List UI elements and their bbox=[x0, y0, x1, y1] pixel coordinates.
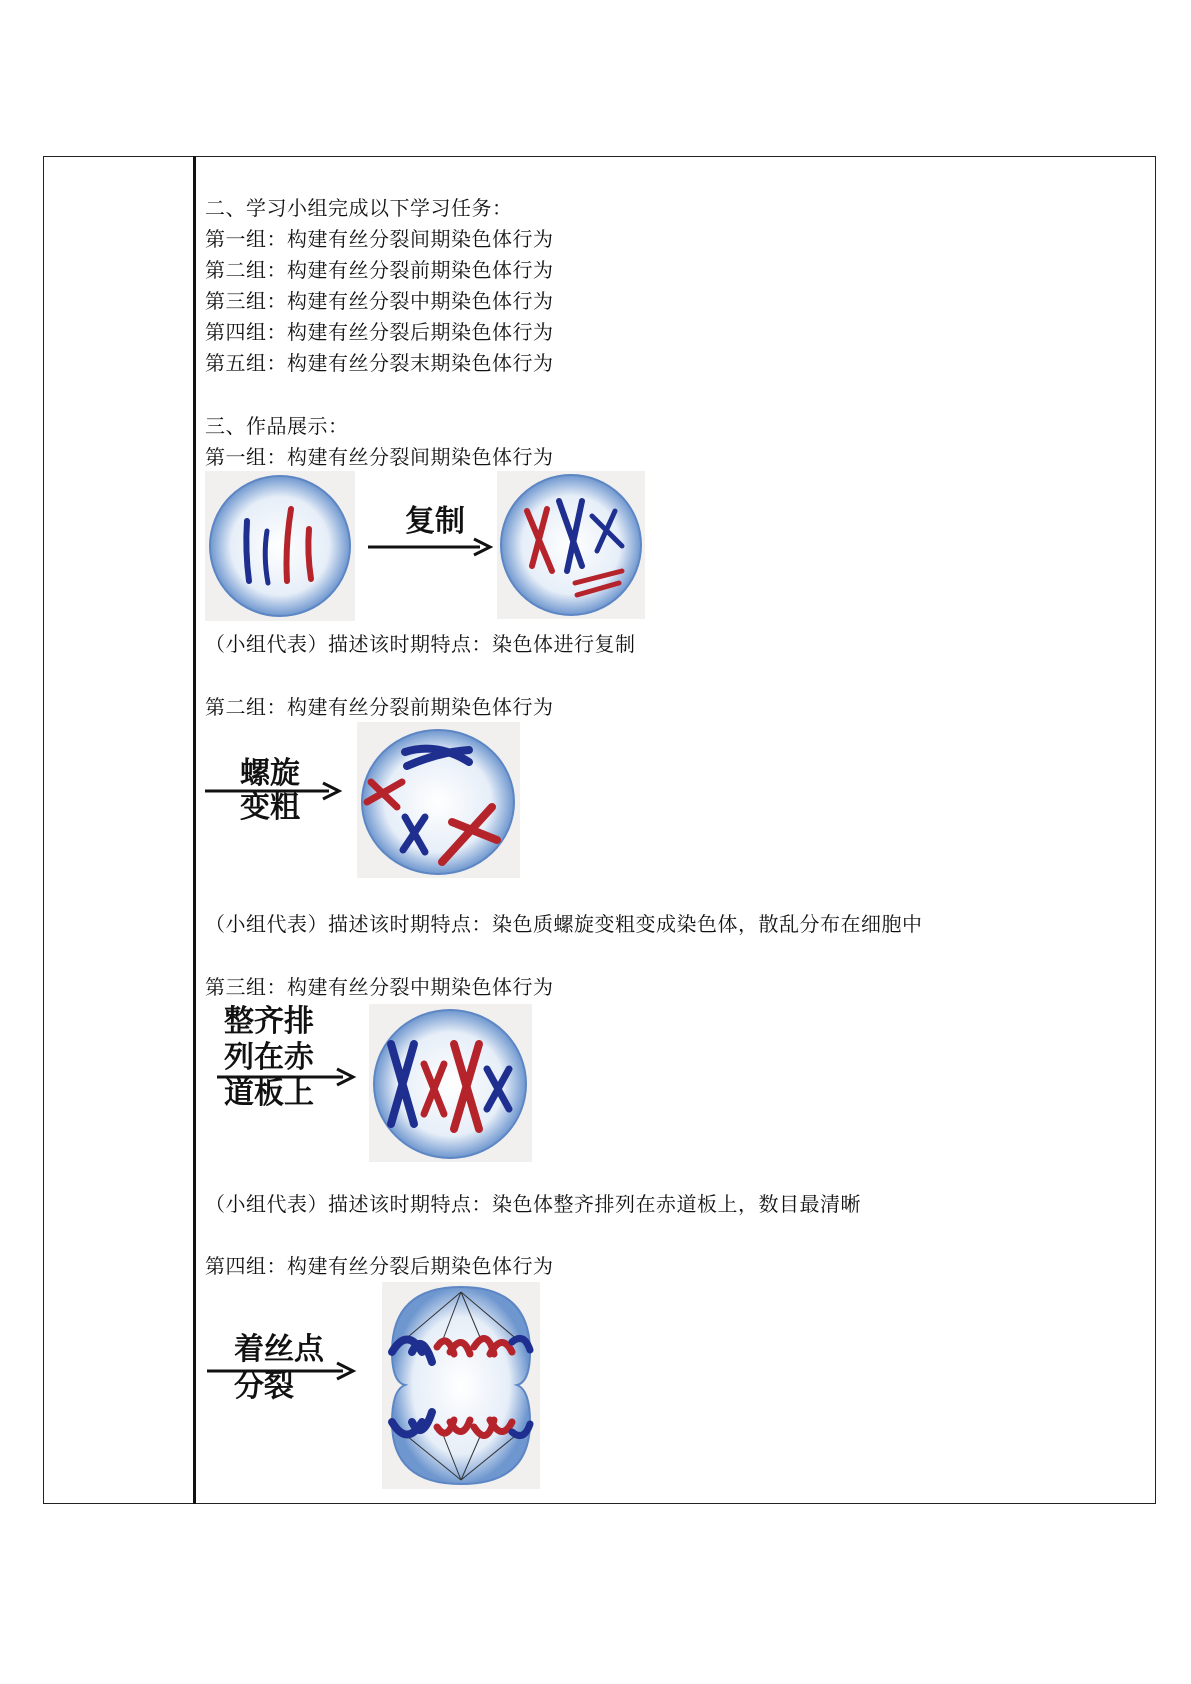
group4-title: 第四组：构建有丝分裂后期染色体行为 bbox=[205, 1254, 554, 1278]
group1-title: 第一组：构建有丝分裂间期染色体行为 bbox=[205, 445, 554, 469]
replication-label: 复制 bbox=[405, 504, 465, 539]
task-item: 第三组：构建有丝分裂中期染色体行为 bbox=[205, 289, 554, 313]
interphase-photo bbox=[205, 471, 355, 621]
group3-title: 第三组：构建有丝分裂中期染色体行为 bbox=[205, 975, 554, 999]
arrow-icon bbox=[207, 1360, 357, 1382]
spiral-label-line2: 变粗 bbox=[240, 790, 300, 825]
arrow-icon bbox=[368, 536, 494, 558]
prophase-photo bbox=[357, 722, 520, 878]
column-divider bbox=[193, 156, 196, 1504]
section3-heading: 三、作品展示： bbox=[205, 414, 349, 438]
group2-description: （小组代表）描述该时期特点：染色质螺旋变粗变成染色体，散乱分布在细胞中 bbox=[205, 912, 923, 936]
group2-title: 第二组：构建有丝分裂前期染色体行为 bbox=[205, 695, 554, 719]
replicated-chromosomes-photo bbox=[497, 471, 645, 619]
task-item: 第四组：构建有丝分裂后期染色体行为 bbox=[205, 320, 554, 344]
task-item: 第一组：构建有丝分裂间期染色体行为 bbox=[205, 227, 554, 251]
metaphase-photo bbox=[369, 1004, 532, 1162]
spiral-label-line1: 螺旋 bbox=[240, 756, 300, 791]
arrow-icon bbox=[217, 1066, 357, 1088]
anaphase-photo bbox=[382, 1282, 540, 1489]
metaphase-label-line1: 整齐排 bbox=[224, 1004, 314, 1039]
anaphase-label-line1: 着丝点 bbox=[234, 1332, 324, 1367]
metaphase-label-line2: 列在赤 bbox=[224, 1040, 314, 1075]
arrow-icon bbox=[205, 780, 343, 802]
section2-heading: 二、学习小组完成以下学习任务： bbox=[205, 196, 513, 220]
group1-description: （小组代表）描述该时期特点：染色体进行复制 bbox=[205, 632, 636, 656]
anaphase-label-line2: 分裂 bbox=[234, 1369, 294, 1404]
task-item: 第五组：构建有丝分裂末期染色体行为 bbox=[205, 351, 554, 375]
metaphase-label-line3: 道板上 bbox=[224, 1076, 314, 1111]
task-item: 第二组：构建有丝分裂前期染色体行为 bbox=[205, 258, 554, 282]
group3-description: （小组代表）描述该时期特点：染色体整齐排列在赤道板上，数目最清晰 bbox=[205, 1192, 861, 1216]
